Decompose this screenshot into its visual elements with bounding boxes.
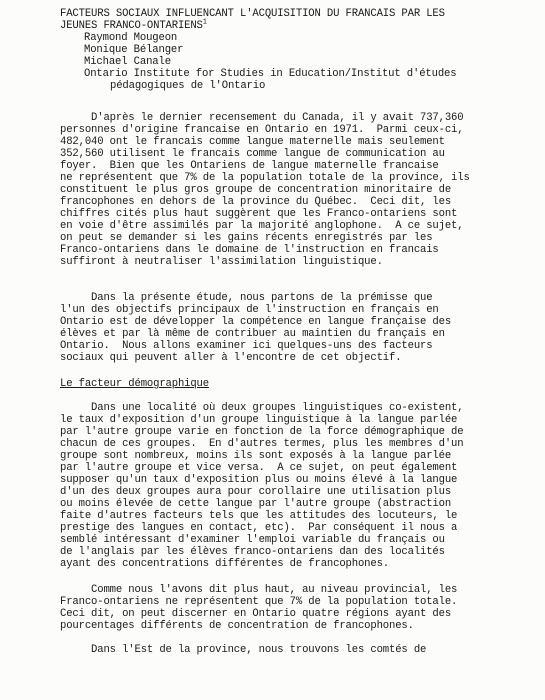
- paragraph-line: d'un des deux groupes aura pour corollaire une utilisation plus: [60, 486, 452, 498]
- paragraph-line: en voie d'être assimilés par la majorité anglophone. A ce sujet,: [60, 220, 464, 232]
- paragraph-line: francophones en dehors de la province du Québec. Ceci dit, les: [60, 196, 452, 208]
- paragraph-line: Ontario est de développer la compétence en langue française des: [60, 316, 452, 328]
- paragraph-line: 482,040 ont le francais comme langue maternelle mais seulement: [60, 136, 445, 148]
- paragraph-line: ne représentent que 7% de la population totale de la province, ils: [60, 172, 470, 184]
- paragraph-line: chiffres cités plus haut suggèrent que les Franco-ontariens sont: [60, 208, 458, 220]
- paragraph-line: pourcentages différents de concentration de francophones.: [60, 620, 414, 632]
- paragraph-line: Dans l'Est de la province, nous trouvons les comtés de: [60, 644, 427, 656]
- paragraph-line: Dans la présente étude, nous partons de la prémisse que: [60, 292, 433, 304]
- paragraph-line: Comme nous l'avons dit plus haut, au niveau provincial, les: [60, 584, 458, 596]
- paragraph-line: Franco-ontariens dans le domaine de l'instruction en francais: [60, 244, 439, 256]
- title-line-2: [60, 20, 207, 32]
- author-3: Michael Canale: [84, 56, 171, 68]
- paragraph-line: faite d'autres facteurs tels que les attitudes des locuteurs, le: [60, 510, 458, 522]
- paragraph-line: ayant des concentrations différentes de francophones.: [60, 558, 389, 570]
- author-1: Raymond Mougeon: [84, 32, 178, 44]
- paragraph-line: chacun de ces groupes. En d'autres termes, plus les membres d'un: [60, 438, 464, 450]
- paragraph-line: par l'autre groupe varie en fonction de la force démographique de: [60, 426, 464, 438]
- paragraph-line: semblé intéressant d'examiner l'emploi variable du français ou: [60, 534, 445, 546]
- paragraph-line: foyer. Bien que les Ontariens de langue maternelle francaise: [60, 160, 439, 172]
- paragraph-line: supposer qu'un taux d'exposition plus ou moins élevé à la langue: [60, 474, 458, 486]
- paragraph-line: Ceci dit, on peut discerner en Ontario quatre régions ayant des: [60, 608, 452, 620]
- footnote-mark: 1: [202, 18, 207, 27]
- paragraph-line: groupe sont nombreux, moins ils sont exposés à la langue parlée: [60, 450, 452, 462]
- title-line-2-text: JEUNES FRANCO-ONTARIENS: [60, 20, 203, 32]
- paragraph-line: Dans une localité où deux groupes linguistiques co-existent,: [60, 402, 464, 414]
- paragraph-line: D'après le dernier recensement du Canada, il y avait 737,360: [60, 112, 464, 124]
- paragraph-line: l'un des objectifs principaux de l'instruction en français en: [60, 304, 439, 316]
- paragraph-line: Franco-ontariens ne représentent que 7% de la population totale.: [60, 596, 458, 608]
- paragraph-line: prestige des langues en contact, etc). Par conséquent il nous a: [60, 522, 458, 534]
- institution-line-1: Ontario Institute for Studies in Education/Institut d'études: [84, 68, 457, 80]
- paragraph-line: de l'anglais par les élèves franco-ontariens dan des localités: [60, 546, 445, 558]
- title-line-1: FACTEURS SOCIAUX INFLUENCANT L'ACQUISITION DU FRANCAIS PAR LES: [60, 8, 445, 20]
- author-2: Monique Bélanger: [84, 44, 184, 56]
- paragraph-line: élèves et par là même de contribuer au maintien du français en: [60, 328, 445, 340]
- institution-line-2: pédagogiques de l'Ontario: [110, 80, 266, 92]
- paragraph-line: le taux d'exposition d'un groupe linguistique à la langue parlée: [60, 414, 458, 426]
- paragraph-line: ou moins élevée de cette langue par l'autre groupe (abstraction: [60, 498, 452, 510]
- paragraph-line: Ontario. Nous allons examiner ici quelques-uns des facteurs: [60, 340, 433, 352]
- section-heading: Le facteur démographique: [60, 378, 209, 390]
- paragraph-line: 352,560 utilisent le francais comme langue de communication au: [60, 148, 445, 160]
- paragraph-line: par l'autre groupe et vice versa. A ce sujet, on peut également: [60, 462, 458, 474]
- paragraph-line: on peut se demander si les gains récents enregistrés par les: [60, 232, 433, 244]
- paragraph-line: constituent le plus gros groupe de concentration minoritaire de: [60, 184, 452, 196]
- paragraph-line: sociaux qui peuvent aller à l'encontre de cet objectif.: [60, 352, 402, 364]
- paragraph-line: personnes d'origine francaise en Ontario en 1971. Parmi ceux-ci,: [60, 124, 464, 136]
- paragraph-line: suffiront à neutraliser l'assimilation linguistique.: [60, 256, 383, 268]
